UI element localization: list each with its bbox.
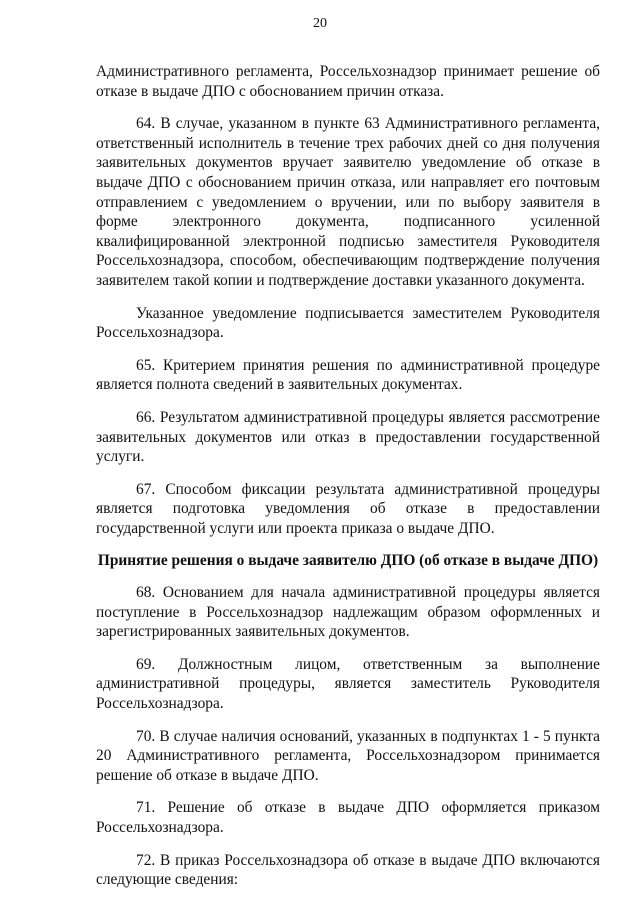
paragraph-64: 64. В случае, указанном в пункте 63 Административного регламента, ответственный исполнитель в течение трех рабочих дней со дня получения заявительных документов вручает заявителю уведомление об отказе в выдаче ДПО с обоснованием причин отказа, или направляет его почтовым отправлением с уведомлением о вручении, или по выбору заявителя в форме электронного документа, подписанного усиленной квалифицированной электронной подписью заместителя Руководителя Россельхознадзора, способом, обеспечивающим подтверждение получения заявителем такой копии и подтверждение доставки указанного документа.	[96, 115, 600, 289]
section-heading: Принятие решения о выдаче заявителю ДПО (об отказе в выдаче ДПО)	[97, 552, 599, 570]
paragraph-68: 68. Основанием для начала административной процедуры является поступление в Россельхознадзор надлежащим образом оформленных и зарегистрированных заявительных документов.	[96, 584, 600, 641]
paragraph-70: 70. В случае наличия оснований, указанных в подпунктах 1 - 5 пункта 20 Административного регламента, Россельхознадзором принимается решение об отказе в выдаче ДПО.	[96, 727, 600, 784]
paragraph-66: 66. Результатом административной процедуры является рассмотрение заявительных документов или отказ в предоставлении государственной услуги.	[96, 408, 600, 466]
paragraph-notice-signature: Указанное уведомление подписывается заместителем Руководителя Россельхознадзора.	[96, 304, 600, 342]
paragraph-continuation: Административного регламента, Россельхознадзор принимает решение об отказе в выдаче ДПО с обоснованием причин отказа.	[96, 63, 600, 100]
paragraph-65: 65. Критерием принятия решения по административной процедуре является полнота сведений в заявительных документах.	[96, 356, 600, 394]
page-number: 20	[313, 16, 327, 31]
paragraph-67: 67. Способом фиксации результата административной процедуры является подготовка уведомления об отказе в предоставлении государственной услуги или проекта приказа о выдаче ДПО.	[96, 480, 600, 537]
paragraph-69: 69. Должностным лицом, ответственным за выполнение административной процедуры, является заместитель Руководителя Россельхознадзора.	[96, 655, 600, 713]
paragraph-72: 72. В приказ Россельхознадзора об отказе в выдаче ДПО включаются следующие сведения:	[96, 851, 600, 889]
document-body	[96, 62, 600, 903]
paragraph-71: 71. Решение об отказе в выдаче ДПО оформляется приказом Россельхознадзора.	[96, 799, 600, 836]
